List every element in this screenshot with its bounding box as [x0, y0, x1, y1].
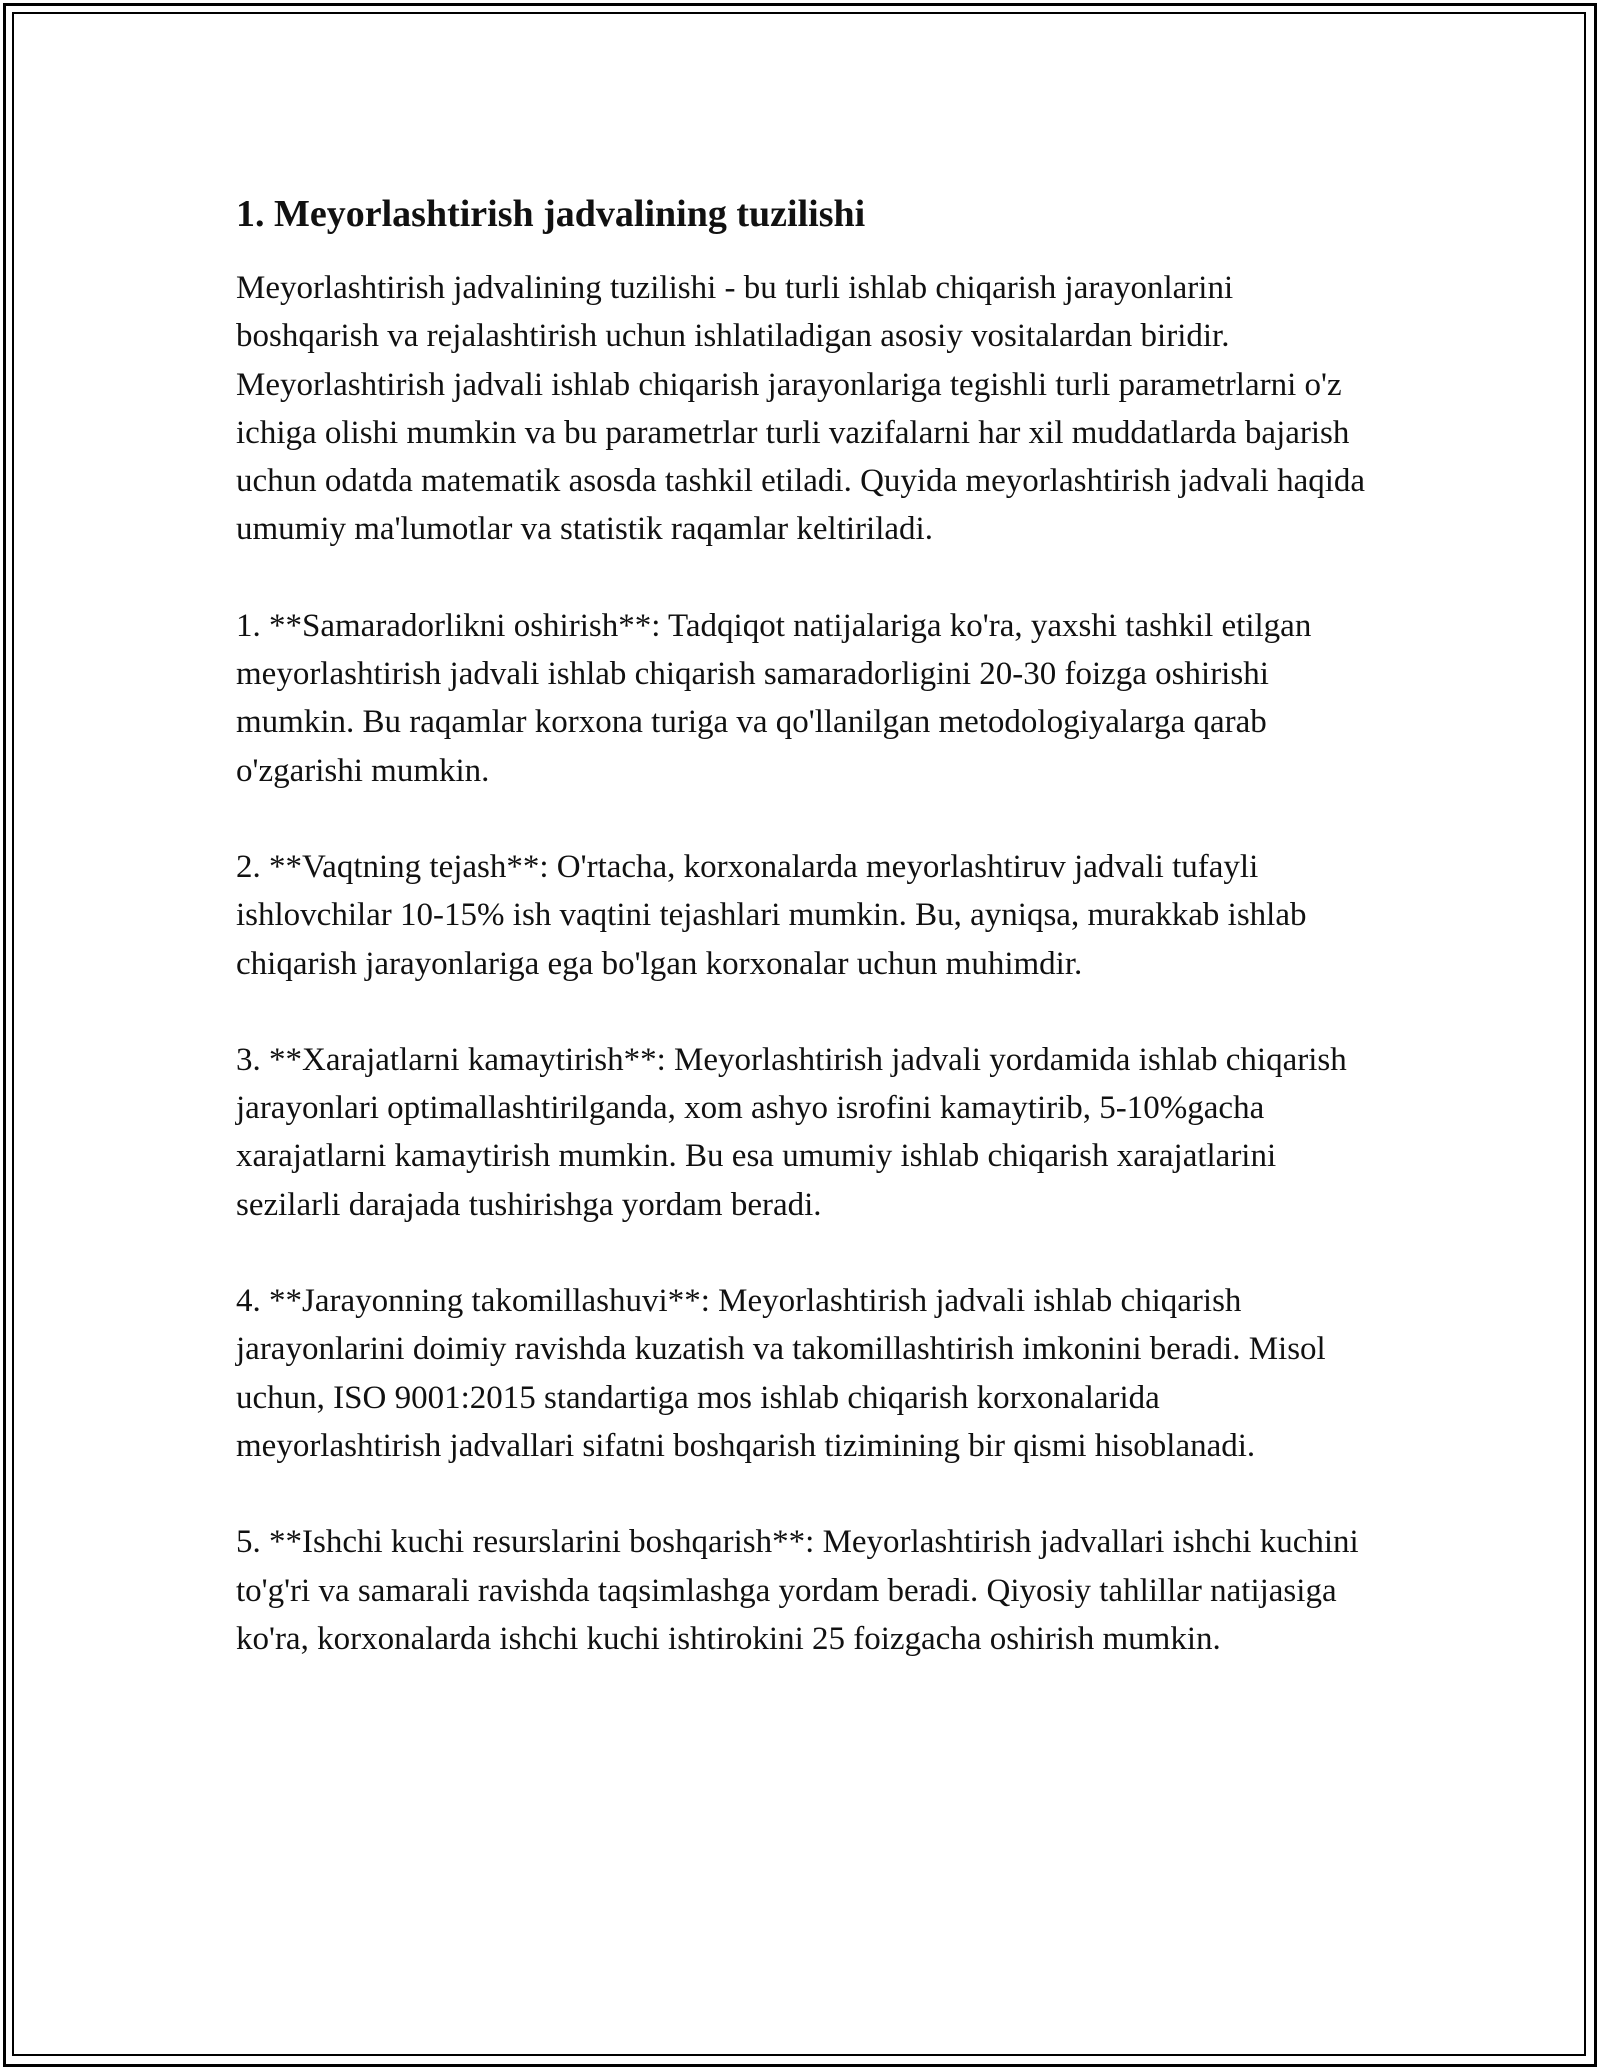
list-item-time-saving: 2. **Vaqtning tejash**: O'rtacha, korxonalarda meyorlashtiruv jadvali tufayli ishlovchilar 10-15% ish vaqtini tejashlari mumkin. Bu, ayniqsa, murakkab ishlab chiqarish jarayonlariga ega bo'lgan korxonalar uchun muhimdir. — [236, 848, 1307, 982]
intro-paragraph: Meyorlashtirish jadvalining tuzilishi - bu turli ishlab chiqarish jarayonlarini boshqarish va rejalashtirish uchun ishlatiladigan asosiy vositalardan biridir. Meyorlashtirish jadvali ishlab chiqarish jarayonlariga tegishli turli parametrlarni o'z ichiga olishi mumkin va bu parametrlar turli vazifalarni har xil muddatlarda bajarish uchun odatda matematik asosda tashkil etiladi. Quyida meyorlashtirish jadvali haqida umumiy ma'lumotlar va statistik raqamlar keltiriladi. — [236, 270, 1366, 548]
list-item-process-improvement: 4. **Jarayonning takomillashuvi**: Meyorlashtirish jadvali ishlab chiqarish jarayonlarini doimiy ravishda kuzatish va takomillashtirish imkonini beradi. Misol uchun, ISO 9001:2015 standartiga mos ishlab chiqarish korxonalarida meyorlashtirish jadvallari sifatni boshqarish tizimining bir qismi hisoblanadi. — [236, 1283, 1326, 1464]
list-item-cost-reduction: 3. **Xarajatlarni kamaytirish**: Meyorlashtirish jadvali yordamida ishlab chiqarish jarayonlari optimallashtirilganda, xom ashyo isrofini kamaytirib, 5-10%gacha xarajatlarni kamaytirish mumkin. Bu esa umumiy ishlab chiqarish xarajatlarini sezilarli darajada tushirishga yordam beradi. — [236, 1041, 1347, 1223]
list-item-workforce-management: 5. **Ishchi kuchi resurslarini boshqarish**: Meyorlashtirish jadvallari ishchi kuchini to'g'ri va samarali ravishda taqsimlashga yordam beradi. Qiyosiy tahlillar natijasiga ko'ra, korxonalarda ishchi kuchi ishtirokini 25 foizgacha oshirish mumkin. — [236, 1524, 1359, 1657]
document-body — [236, 184, 1371, 1711]
list-item-efficiency: 1. **Samaradorlikni oshirish**: Tadqiqot natijalariga ko'ra, yaxshi tashkil etilgan meyorlashtirish jadvali ishlab chiqarish samaradorligini 20-30 foizga oshirishi mumkin. Bu raqamlar korxona turiga va qo'llanilgan metodologiyalarga qarab o'zgarishi mumkin. — [236, 607, 1312, 789]
document-title: 1. Meyorlashtirish jadvalining tuzilishi — [236, 193, 866, 235]
